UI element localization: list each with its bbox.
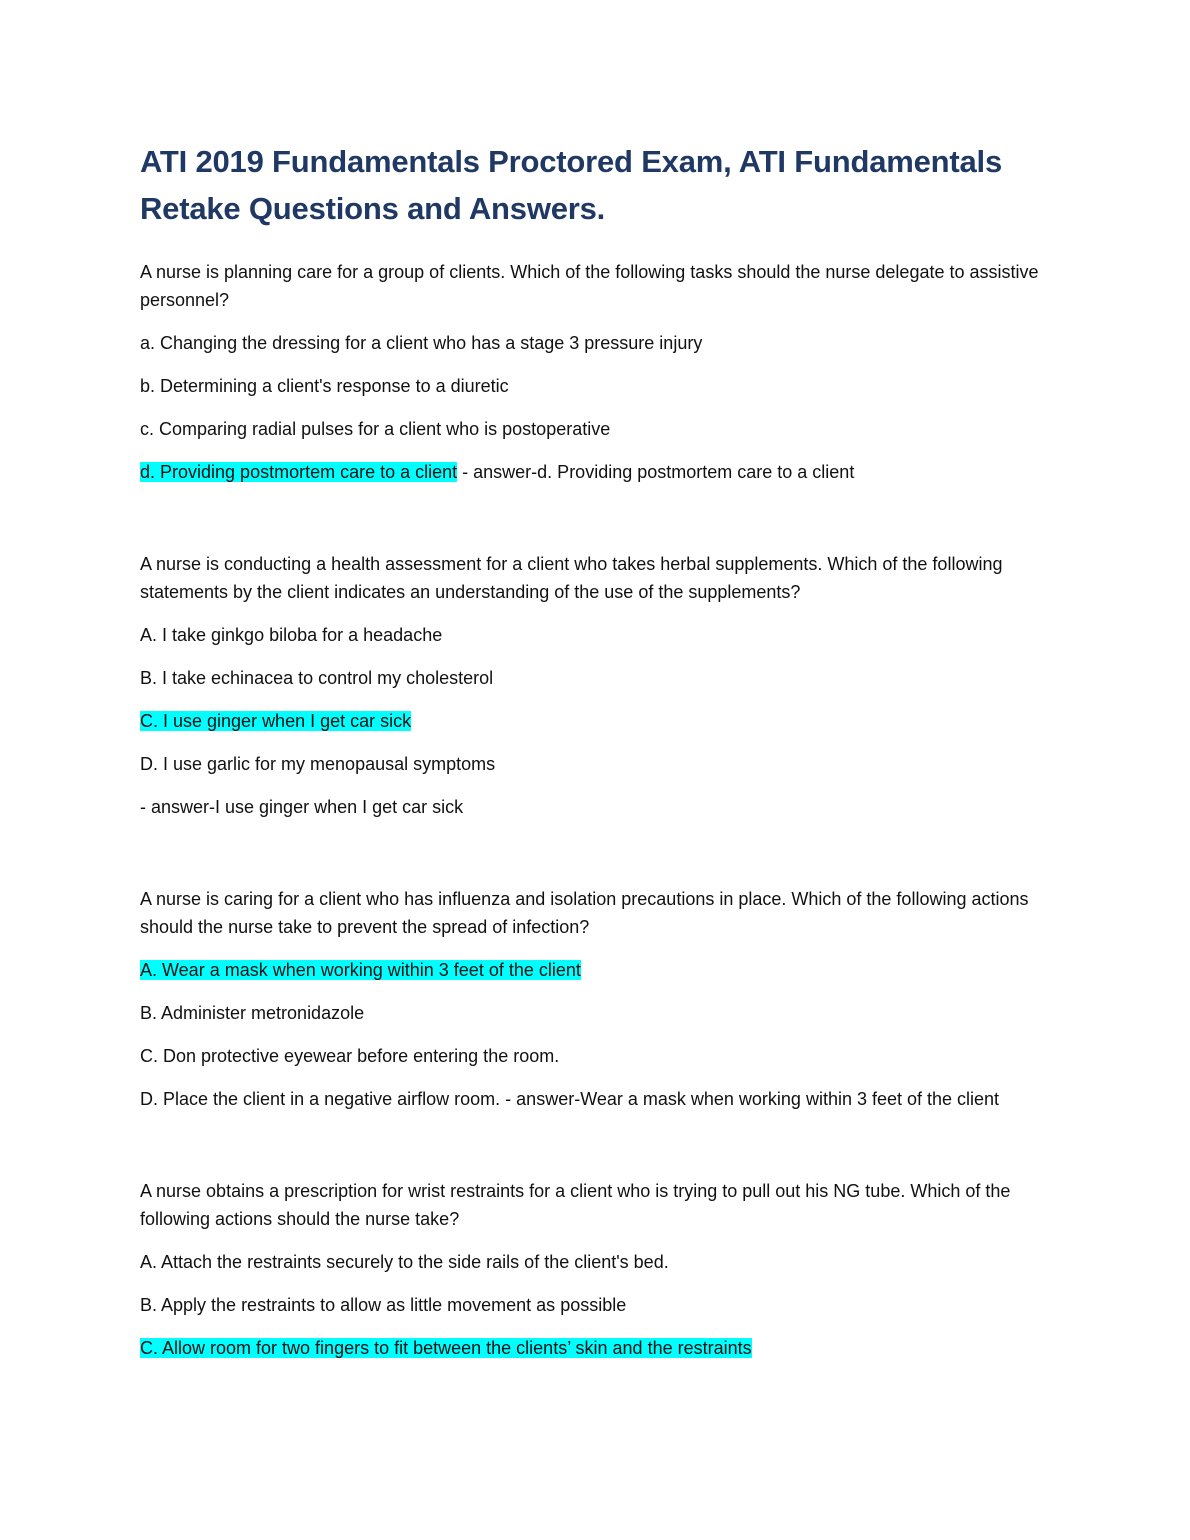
option-text: c. Comparing radial pulses for a client who is postoperative	[140, 419, 611, 439]
question-stem: A nurse is planning care for a group of clients. Which of the following tasks should the nurse delegate to assistive personnel?	[140, 262, 1039, 310]
question-4	[140, 1177, 1060, 1362]
option-text: - answer-d. Providing postmortem care to a client	[457, 462, 855, 482]
answer-option-a	[140, 1248, 1060, 1276]
answer-option-c	[140, 415, 1060, 443]
answer-option-b	[140, 1291, 1060, 1319]
answer-key	[140, 793, 1060, 821]
document-page	[140, 138, 1060, 1377]
highlighted-answer: C. I use ginger when I get car sick	[140, 711, 412, 731]
option-text: A. Attach the restraints securely to the side rails of the client's bed.	[140, 1252, 669, 1272]
question-stem: A nurse obtains a prescription for wrist restraints for a client who is trying to pull out his NG tube. Which of the following actions should the nurse take?	[140, 1181, 1011, 1229]
page-title: ATI 2019 Fundamentals Proctored Exam, ATI Fundamentals Retake Questions and Answers.	[140, 144, 1002, 226]
option-text: b. Determining a client's response to a diuretic	[140, 376, 509, 396]
answer-option-a	[140, 621, 1060, 649]
option-text: D. I use garlic for my menopausal symptoms	[140, 754, 496, 774]
question-stem: A nurse is caring for a client who has influenza and isolation precautions in place. Which of the following actions should the nurse take to prevent the spread of infection?	[140, 889, 1029, 937]
question-1	[140, 258, 1060, 486]
option-text: B. Administer metronidazole	[140, 1003, 365, 1023]
answer-option-d	[140, 458, 1060, 486]
option-text: - answer-I use ginger when I get car sick	[140, 797, 464, 817]
option-text: B. I take echinacea to control my cholesterol	[140, 668, 494, 688]
highlighted-answer: d. Providing postmortem care to a client	[140, 462, 458, 482]
answer-option-b	[140, 664, 1060, 692]
answer-option-d	[140, 1085, 1060, 1113]
option-text: B. Apply the restraints to allow as little movement as possible	[140, 1295, 627, 1315]
answer-option-c	[140, 1334, 1060, 1362]
highlighted-answer: C. Allow room for two fingers to fit between the clients’ skin and the restraints	[140, 1338, 752, 1358]
answer-option-d	[140, 750, 1060, 778]
question-stem: A nurse is conducting a health assessment for a client who takes herbal supplements. Which of the following statements by the client indicates an understanding of the use of the supplements?	[140, 554, 1003, 602]
question-2	[140, 550, 1060, 821]
answer-option-c	[140, 1042, 1060, 1070]
option-text: A. I take ginkgo biloba for a headache	[140, 625, 443, 645]
answer-option-c	[140, 707, 1060, 735]
option-text: D. Place the client in a negative airflow room. - answer-Wear a mask when working within 3 feet of the client	[140, 1089, 1000, 1109]
option-text: C. Don protective eyewear before entering the room.	[140, 1046, 560, 1066]
answer-option-b	[140, 999, 1060, 1027]
answer-option-a	[140, 329, 1060, 357]
highlighted-answer: A. Wear a mask when working within 3 feet of the client	[140, 960, 581, 980]
question-3	[140, 885, 1060, 1113]
answer-option-a	[140, 956, 1060, 984]
answer-option-b	[140, 372, 1060, 400]
option-text: a. Changing the dressing for a client who has a stage 3 pressure injury	[140, 333, 703, 353]
